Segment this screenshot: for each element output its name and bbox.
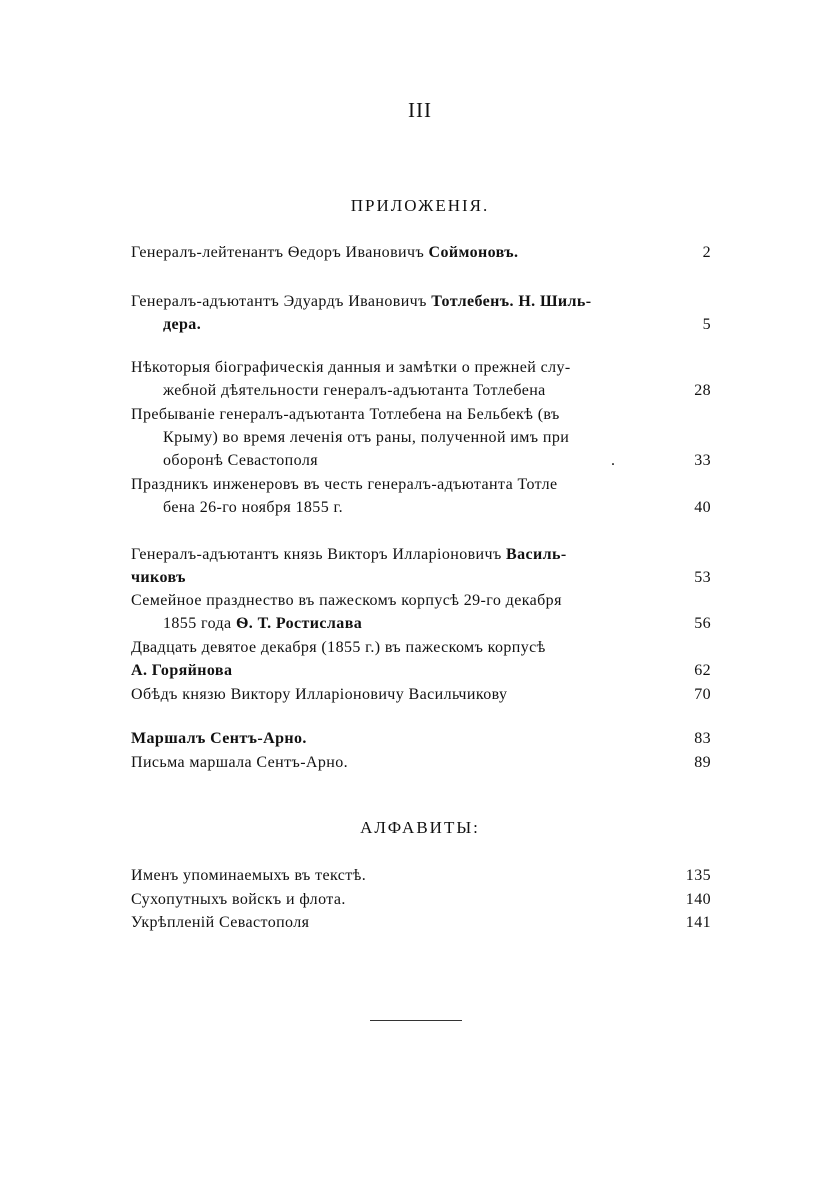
entry-text: Письма маршала Сентъ-Арно. [131,754,349,771]
index-entry [131,911,711,934]
entry-author: Василь- [506,546,567,563]
toc-entry [131,290,711,336]
entry-page: 53 [694,569,711,586]
entry-page: 40 [694,499,711,516]
entry-page: 5 [702,316,711,333]
alphabets-heading: АЛФАВИТЫ: [360,818,480,837]
entry-text: Генералъ-адъютантъ князь Викторъ Илларіоновичъ [131,546,507,563]
entry-text: жебной дѣятельности генералъ-адъютанта Тотлебена [163,382,546,399]
entry-author: Тотлебенъ. Н. Шиль- [431,293,592,310]
toc-entry [131,356,711,402]
entry-text: оборонѣ Севастополя [163,452,318,469]
entry-page: 89 [694,754,711,771]
entry-page: 56 [694,615,711,632]
toc-entry [131,543,711,589]
entry-author: Маршалъ Сентъ-Арно. [131,730,307,747]
entry-page: 135 [685,867,711,884]
entry-author: Ѳ. Т. Ростислава [235,615,363,632]
entry-page: 140 [685,891,711,908]
index-entry [131,864,711,887]
entry-text: Сухопутныхъ войскъ и флота. [131,891,346,908]
entry-text: Именъ упоминаемыхъ въ текстѣ. [131,867,367,884]
toc-entry [131,403,711,472]
entry-text: Крыму) во время леченія отъ раны, полученной имъ при [163,429,570,446]
toc-entry [131,727,711,750]
entry-text: Семейное празднество въ пажескомъ корпусѣ 29-го декабря [131,592,562,609]
entry-page: 70 [694,686,711,703]
entry-page: 83 [694,730,711,747]
entry-page: 2 [702,244,711,261]
toc-entry [131,241,711,264]
entry-author: чиковъ [131,569,186,586]
entry-text: Нѣкоторыя біографическія данныя и замѣтки о прежней слу- [131,359,571,376]
entry-page: 62 [694,662,711,679]
entry-author: дера. [163,316,202,333]
toc-entry [131,683,711,706]
entry-text: Обѣдъ князю Виктору Илларіоновичу Васильчикову [131,686,508,703]
entry-page: 141 [685,914,711,931]
entry-author: Соймоновъ. [428,244,519,261]
page-number: III [408,98,432,122]
leader-dot: . [611,452,616,469]
entry-text: Генералъ-лейтенантъ Ѳедоръ Ивановичъ [131,244,429,261]
index-entry [131,888,711,911]
toc-entry [131,589,711,635]
entry-text: Праздникъ инженеровъ въ честь генералъ-адъютанта Тотле [131,476,558,493]
entry-text: бена 26-го ноября 1855 г. [163,499,344,516]
end-rule [370,1020,462,1021]
toc-entry [131,751,711,774]
entry-page: 28 [694,382,711,399]
entry-text: Двадцать девятое декабря (1855 г.) въ пажескомъ корпусѣ [131,639,546,656]
toc-entry [131,636,711,682]
entry-author: А. Горяйнова [131,662,233,679]
entry-text: 1855 года [163,615,236,632]
toc-entry [131,473,711,519]
entry-text: Пребываніе генералъ-адъютанта Тотлебена на Бельбекѣ (въ [131,406,560,423]
appendices-heading: ПРИЛОЖЕНІЯ. [350,196,490,215]
entry-page: 33 [694,452,711,469]
entry-text: Укрѣпленій Севастополя [131,914,310,931]
entry-text: Генералъ-адъютантъ Эдуардъ Ивановичъ [131,293,432,310]
